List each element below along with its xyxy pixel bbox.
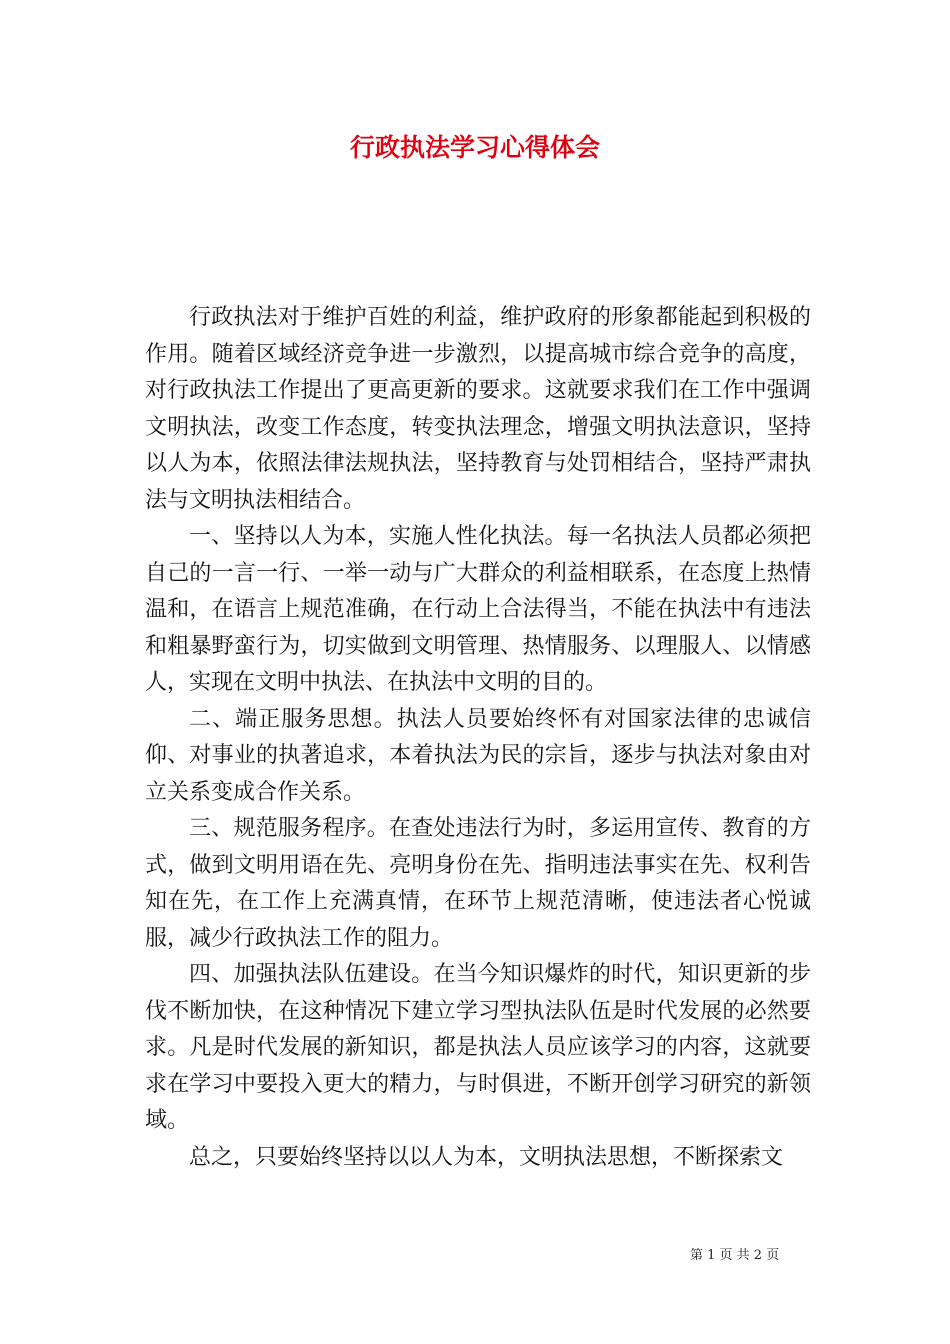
paragraph-point-1: 一、坚持以人为本，实施人性化执法。每一名执法人员都必须把自己的一言一行、一举一动与广大群众的利益相联系，在态度上热情温和，在语言上规范准确，在行动上合法得当，不能在执法中有违法和粗暴野蛮行为，切实做到文明管理、热情服务、以理服人、以情感人，实现在文明中执法、在执法中文明的目的。	[145, 524, 811, 695]
paragraph-point-4: 四、加强执法队伍建设。在当今知识爆炸的时代，知识更新的步伐不断加快，在这种情况下建立学习型执法队伍是时代发展的必然要求。凡是时代发展的新知识，都是执法人员应该学习的内容，这就要求在学习中要投入更大的精力，与时俱进，不断开创学习研究的新领域。	[145, 962, 811, 1133]
document-title: 行政执法学习心得体会	[349, 133, 600, 162]
paragraph-conclusion: 总之，只要始终坚持以以人为本，文明执法思想，不断探索文	[189, 1144, 784, 1170]
paragraph-intro: 行政执法对于维护百姓的利益，维护政府的形象都能起到积极的作用。随着区域经济竞争进一步激烈，以提高城市综合竞争的高度，对行政执法工作提出了更高更新的要求。这就要求我们在工作中强调文明执法，改变工作态度，转变执法理念，增强文明执法意识，坚持以人为本，依照法律法规执法，坚持教育与处罚相结合，坚持严肃执法与文明执法相结合。	[145, 305, 811, 513]
paragraph-point-2: 二、端正服务思想。执法人员要始终怀有对国家法律的忠诚信仰、对事业的执著追求，本着执法为民的宗旨，逐步与执法对象由对立关系变成合作关系。	[145, 706, 811, 805]
page-number-footer: 第 1 页 共 2 页	[690, 1248, 780, 1263]
paragraph-point-3: 三、规范服务程序。在查处违法行为时，多运用宣传、教育的方式，做到文明用语在先、亮明身份在先、指明违法事实在先、权利告知在先，在工作上充满真情，在环节上规范清晰，使违法者心悦诚服，减少行政执法工作的阻力。	[145, 816, 811, 951]
document-body	[145, 300, 811, 1176]
